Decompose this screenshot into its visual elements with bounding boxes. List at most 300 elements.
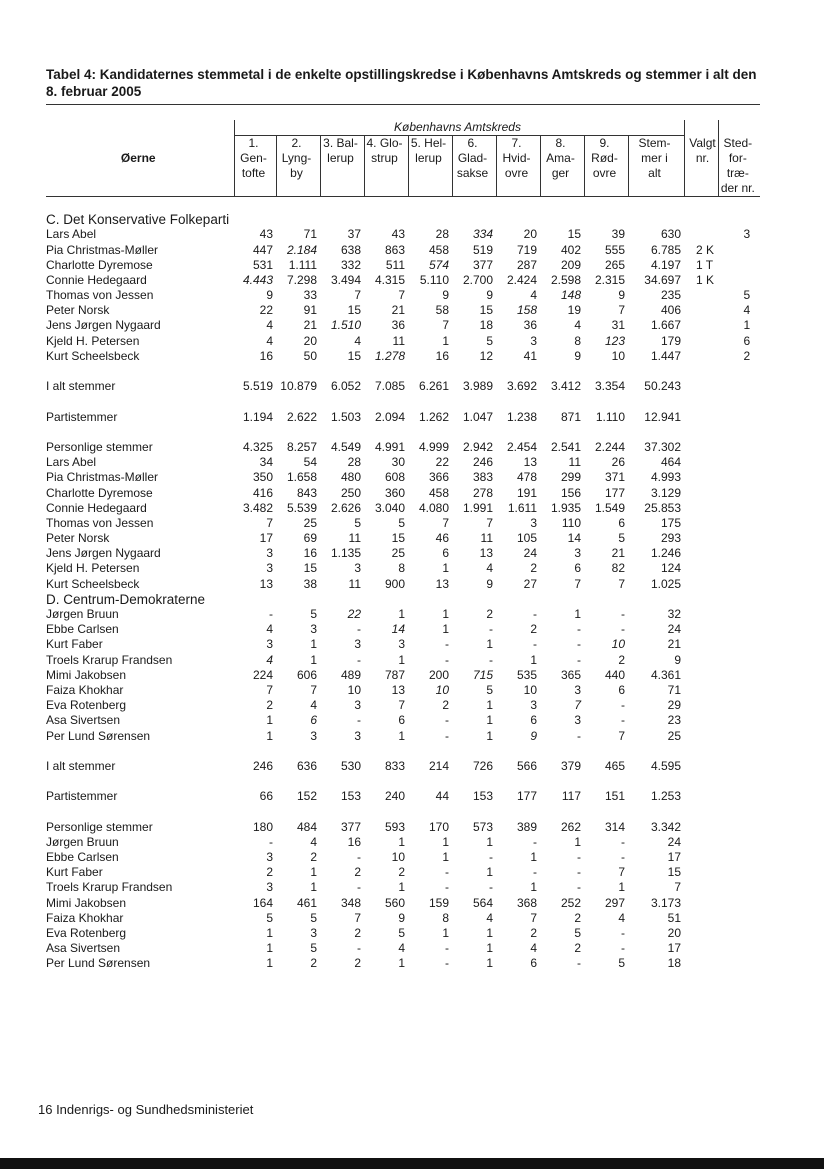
candidate-row-col-8: - [577, 728, 581, 743]
personal-candidate-row-col-6: 278 [472, 485, 493, 500]
personal-candidate-row-sted [718, 531, 760, 546]
personal-candidate-row-col-4: 4 [398, 941, 405, 956]
personal-candidate-row [46, 531, 760, 546]
personal-candidate-row-total: 17 [667, 850, 681, 865]
total-votes-row-sted [718, 759, 760, 774]
personal-votes-row-total: 3.342 [650, 819, 681, 834]
votes-table [46, 104, 760, 971]
party-votes-row-col-1: 66 [259, 789, 273, 804]
candidate-row-valgt: 1 K [696, 272, 715, 287]
candidate-row-sted: 1 [743, 318, 751, 333]
candidate-row-total: 25 [667, 728, 681, 743]
personal-candidate-row-sted [718, 485, 760, 500]
personal-candidate-row-col-6: 13 [479, 546, 493, 561]
candidate-row-col-2: 21 [303, 318, 317, 333]
personal-candidate-row-name: Kurt Scheelsbeck [46, 576, 140, 591]
candidate-row-col-6: - [489, 622, 493, 637]
personal-candidate-row-valgt [684, 941, 718, 956]
candidate-row-col-6: 5 [486, 333, 493, 348]
personal-candidate-row-col-8: 11 [568, 455, 581, 470]
party-votes-row-col-4: 240 [384, 789, 405, 804]
candidate-row-col-9: - [621, 607, 625, 622]
candidate-row-col-3: 3 [354, 728, 361, 743]
candidate-row-col-4: 6 [398, 713, 405, 728]
personal-votes-row [46, 440, 760, 455]
column-header-9 [584, 136, 628, 197]
party-votes-row-col-5: 44 [435, 789, 449, 804]
candidate-row-total: 29 [667, 698, 681, 713]
personal-votes-row-sted [718, 820, 760, 835]
candidate-row-col-3: 1.510 [330, 318, 361, 333]
personal-candidate-row-col-8: 299 [560, 470, 581, 485]
candidate-row-name: Jens Jørgen Nygaard [46, 318, 161, 333]
personal-candidate-row-total: 25.853 [644, 500, 681, 515]
personal-candidate-row [46, 850, 760, 865]
candidate-row-col-4: 787 [384, 667, 405, 682]
personal-candidate-row-sted [718, 850, 760, 865]
personal-candidate-row-col-9: 1 [618, 880, 625, 895]
sted-header [718, 136, 760, 197]
candidate-row-col-4: 11 [392, 333, 405, 348]
personal-candidate-row-col-1: 3.482 [242, 500, 273, 515]
personal-candidate-row-name: Jens Jørgen Nygaard [46, 546, 161, 561]
column-header-8 [540, 136, 584, 197]
personal-candidate-row-sted [718, 470, 760, 485]
candidate-row-name: Faiza Khokhar [46, 682, 124, 697]
candidate-row-sted [718, 637, 760, 652]
candidate-row-name: Peter Norsk [46, 303, 110, 318]
personal-votes-row-col-7: 2.454 [506, 439, 537, 454]
candidate-row-col-9: 2.315 [594, 272, 625, 287]
candidate-row-name: Connie Hedegaard [46, 272, 147, 287]
candidate-row-col-1: 447 [252, 242, 273, 257]
personal-candidate-row [46, 941, 760, 956]
candidate-row [46, 242, 760, 257]
candidate-row-col-1: 1 [266, 728, 273, 743]
candidate-row-valgt [684, 227, 718, 242]
candidate-row-col-1: 224 [252, 667, 273, 682]
personal-candidate-row-valgt [684, 561, 718, 576]
candidate-row-name: Lars Abel [46, 227, 97, 242]
column-header-3-label: 3. Bal- lerup [323, 136, 358, 166]
personal-candidate-row-col-1: 1 [266, 941, 273, 956]
candidate-row-col-2: 2.184 [286, 242, 317, 257]
candidate-row-sted: 6 [743, 333, 751, 348]
candidate-row-name: Mimi Jakobsen [46, 667, 127, 682]
candidate-row-valgt [684, 668, 718, 683]
party-title: D. Centrum-Demokraterne [46, 591, 206, 607]
personal-candidate-row-col-8: - [577, 956, 581, 971]
personal-candidate-row-total: 51 [667, 910, 681, 925]
total-votes-row-col-4: 833 [384, 758, 405, 773]
candidate-row-col-5: 5.110 [419, 272, 449, 287]
personal-candidate-row-col-7: 7 [530, 910, 537, 925]
candidate-row-sted: 5 [743, 288, 751, 303]
candidate-row-total: 32 [667, 607, 681, 622]
personal-candidate-row-col-7: 4 [530, 941, 537, 956]
personal-votes-row-col-2: 8.257 [286, 439, 317, 454]
candidate-row-col-9: - [621, 713, 625, 728]
candidate-row-name: Per Lund Sørensen [46, 728, 151, 743]
personal-candidate-row-col-5: 1 [442, 850, 449, 865]
party-votes-row [46, 789, 760, 804]
candidate-row-col-2: 606 [296, 667, 317, 682]
candidate-row-name: Kurt Scheelsbeck [46, 348, 140, 363]
candidate-row-col-4: 43 [391, 227, 405, 242]
personal-candidate-row-col-1: 3 [266, 561, 273, 576]
personal-candidate-row-col-9: 7 [618, 865, 625, 880]
candidate-row-col-8: 8 [574, 333, 581, 348]
personal-candidate-row-total: 1.025 [650, 576, 681, 591]
candidate-row-col-8: 9 [574, 348, 581, 363]
personal-candidate-row-col-7: 3 [530, 515, 537, 530]
candidate-row-col-7: 4 [530, 288, 537, 303]
party-votes-row-col-9: 1.110 [595, 409, 625, 424]
personal-candidate-row-col-8: 156 [560, 485, 581, 500]
total-votes-row-col-1: 5.519 [242, 379, 273, 394]
personal-candidate-row-col-4: 8 [398, 561, 405, 576]
candidate-row-col-1: 7 [266, 682, 273, 697]
column-header-4 [364, 136, 408, 197]
personal-candidate-row-col-4: 25 [391, 546, 405, 561]
candidate-row-col-2: 1.111 [288, 257, 317, 272]
party-section-header [46, 212, 760, 227]
party-votes-row-col-4: 2.094 [374, 409, 405, 424]
personal-candidate-row-total: 175 [660, 515, 681, 530]
candidate-row-name: Ebbe Carlsen [46, 622, 119, 637]
candidate-row-col-2: 91 [303, 303, 317, 318]
candidate-row-valgt [684, 334, 718, 349]
personal-votes-row-col-1: 4.325 [242, 439, 273, 454]
candidate-row-col-8: - [577, 637, 581, 652]
party-title: C. Det Konservative Folkeparti [46, 212, 230, 228]
candidate-row-col-3: 22 [347, 607, 361, 622]
candidate-row-total: 179 [660, 333, 681, 348]
personal-candidate-row-col-7: 6 [530, 956, 537, 971]
personal-candidate-row-total: 464 [660, 455, 681, 470]
candidate-row-col-3: 638 [340, 242, 361, 257]
personal-candidate-row-col-5: - [445, 880, 449, 895]
personal-candidate-row-col-6: 4 [486, 910, 493, 925]
candidate-row-col-6: 2.700 [462, 272, 493, 287]
candidate-row-col-6: 1 [486, 728, 493, 743]
party-votes-row-col-8: 871 [560, 409, 581, 424]
candidate-row-col-6: 519 [472, 242, 493, 257]
personal-candidate-row-col-2: 2 [310, 850, 317, 865]
personal-candidate-row [46, 501, 760, 516]
personal-candidate-row-col-3: 3 [354, 561, 361, 576]
party-votes-row-valgt [684, 789, 718, 804]
candidate-row-col-9: - [621, 622, 625, 637]
personal-candidate-row-col-2: 843 [296, 485, 317, 500]
personal-candidate-row-col-2: 461 [296, 895, 317, 910]
candidate-row-col-1: 4 [266, 652, 273, 667]
total-votes-row-total: 4.595 [650, 758, 681, 773]
total-votes-row-col-8: 379 [560, 758, 581, 773]
personal-candidate-row-total: 24 [667, 834, 681, 849]
personal-candidate-row-total: 3.173 [650, 895, 681, 910]
candidate-row-col-9: 2 [618, 652, 625, 667]
personal-candidate-row-col-1: 3 [266, 880, 273, 895]
candidate-row-col-4: 1 [398, 652, 405, 667]
personal-candidate-row-col-5: 7 [442, 515, 449, 530]
candidate-row [46, 334, 760, 349]
candidate-row-total: 4.197 [650, 257, 681, 272]
candidate-row [46, 683, 760, 698]
personal-candidate-row-sted [718, 926, 760, 941]
personal-candidate-row [46, 880, 760, 895]
personal-candidate-row-col-2: 25 [303, 515, 317, 530]
personal-candidate-row-col-9: - [621, 850, 625, 865]
candidate-row-col-5: 16 [435, 348, 449, 363]
personal-candidate-row-col-8: 1 [574, 834, 581, 849]
personal-candidate-row-name: Kurt Faber [46, 865, 103, 880]
candidate-row-col-8: 3 [574, 713, 581, 728]
personal-candidate-row-col-5: 1 [442, 561, 449, 576]
candidate-row-col-9: 123 [604, 333, 625, 348]
candidate-row-col-3: 3.494 [330, 272, 361, 287]
personal-candidate-row-total: 20 [667, 925, 681, 940]
candidate-row-sted: 4 [743, 303, 751, 318]
personal-candidate-row-col-1: 2 [266, 865, 273, 880]
personal-candidate-row-name: Connie Hedegaard [46, 500, 147, 515]
column-header-7-label: 7. Hvid- ovre [502, 136, 531, 181]
candidate-row-total: 21 [667, 637, 681, 652]
candidate-row-col-2: 3 [310, 622, 317, 637]
personal-candidate-row [46, 455, 760, 470]
personal-candidate-row [46, 546, 760, 561]
personal-candidate-row-total: 293 [660, 531, 681, 546]
candidate-row-total: 630 [660, 227, 681, 242]
total-votes-row-sted [718, 379, 760, 394]
candidate-row-col-8: 7 [574, 698, 581, 713]
candidate-row-col-4: 1 [398, 607, 405, 622]
candidate-row-valgt [684, 318, 718, 333]
personal-candidate-row-col-4: 15 [391, 531, 405, 546]
party-votes-row-sted [718, 410, 760, 425]
total-votes-row-col-8: 3.412 [550, 379, 581, 394]
candidate-row-name: Kurt Faber [46, 637, 103, 652]
personal-candidate-row-col-6: 1 [486, 925, 493, 940]
candidate-row-col-4: 3 [398, 637, 405, 652]
personal-candidate-row-sted [718, 546, 760, 561]
personal-candidate-row-sted [718, 865, 760, 880]
personal-votes-row-name: Personlige stemmer [46, 439, 153, 454]
personal-candidate-row-col-7: 13 [523, 455, 537, 470]
personal-candidate-row [46, 561, 760, 576]
candidate-row [46, 303, 760, 318]
candidate-row-valgt [684, 288, 718, 303]
candidate-row-col-4: 14 [391, 622, 405, 637]
personal-candidate-row-col-7: - [533, 834, 537, 849]
candidate-row-col-7: 20 [523, 227, 537, 242]
candidate-row-col-5: 28 [435, 227, 449, 242]
table-title: Tabel 4: Kandidaternes stemmetal i de enkelte opstillingskredse i Københavns Amtskreds og stemmer i alt den 8. februar 2005 [46, 67, 757, 99]
total-votes-row-col-6: 726 [472, 758, 493, 773]
candidate-row [46, 637, 760, 652]
personal-votes-row-valgt [684, 440, 718, 455]
candidate-row-total: 1.667 [650, 318, 681, 333]
candidate-row-col-2: 20 [303, 333, 317, 348]
personal-candidate-row-name: Troels Krarup Frandsen [46, 880, 173, 895]
personal-candidate-row-total: 17 [667, 941, 681, 956]
personal-candidate-row-col-3: 5 [354, 515, 361, 530]
row-label-header: Øerne [120, 150, 156, 165]
personal-candidate-row-sted [718, 880, 760, 895]
candidate-row-valgt [684, 607, 718, 622]
personal-candidate-row-col-8: 1.935 [550, 500, 581, 515]
personal-candidate-row-col-8: - [577, 880, 581, 895]
valgt-header-label: Valgt nr. [689, 135, 716, 165]
personal-votes-row-col-6: 2.942 [462, 439, 493, 454]
personal-candidate-row-col-8: 252 [560, 895, 581, 910]
candidate-row-col-4: 21 [391, 303, 405, 318]
personal-candidate-row-col-2: 5 [310, 941, 317, 956]
candidate-row-col-4: 13 [391, 682, 405, 697]
candidate-row-total: 6.785 [650, 242, 681, 257]
candidate-row-sted [718, 258, 760, 273]
page-footer: 16 Indenrigs- og Sundhedsministeriet [38, 1102, 254, 1117]
personal-candidate-row-col-1: - [269, 834, 273, 849]
personal-candidate-row-total: 1.246 [650, 546, 681, 561]
column-header-6-label: 6. Glad- sakse [456, 136, 489, 181]
candidate-row-col-2: 5 [310, 607, 317, 622]
candidate-row-valgt [684, 349, 718, 364]
candidate-row-sted [718, 607, 760, 622]
party-votes-row-total: 1.253 [650, 789, 681, 804]
candidate-row-col-5: 10 [435, 682, 449, 697]
personal-candidate-row-col-4: 608 [384, 470, 405, 485]
personal-candidate-row-col-9: 1.549 [594, 500, 625, 515]
personal-candidate-row-col-9: 5 [618, 531, 625, 546]
column-header-2-label: 2. Lyng- by [281, 136, 312, 181]
personal-candidate-row-valgt [684, 911, 718, 926]
party-section-header [46, 592, 760, 607]
personal-candidate-row-col-1: 164 [252, 895, 273, 910]
candidate-row-col-4: 863 [384, 242, 405, 257]
party-votes-row-col-8: 117 [561, 789, 581, 804]
personal-candidate-row-col-1: 350 [252, 470, 273, 485]
personal-candidate-row-sted [718, 516, 760, 531]
personal-candidate-row-col-4: 1 [398, 956, 405, 971]
personal-candidate-row-col-6: 246 [472, 455, 493, 470]
candidate-row-col-5: - [445, 728, 449, 743]
candidate-row-col-4: 511 [385, 257, 405, 272]
personal-votes-row-col-8: 262 [560, 819, 581, 834]
total-votes-row-total: 50.243 [644, 379, 681, 394]
personal-candidate-row [46, 896, 760, 911]
candidate-row-col-2: 33 [303, 288, 317, 303]
personal-candidate-row-col-8: 5 [574, 925, 581, 940]
candidate-row [46, 273, 760, 288]
personal-candidate-row-col-4: 360 [384, 485, 405, 500]
candidate-row-col-9: 10 [611, 637, 625, 652]
candidate-row-col-8: 209 [560, 257, 581, 272]
personal-votes-row-total: 37.302 [644, 439, 681, 454]
candidate-row-col-9: 31 [611, 318, 625, 333]
candidate-row-col-7: 3 [530, 333, 537, 348]
total-votes-row-col-1: 246 [252, 758, 273, 773]
personal-candidate-row-col-7: 2 [530, 925, 537, 940]
personal-candidate-row-col-6: 1 [486, 834, 493, 849]
candidate-row-col-8: 402 [560, 242, 581, 257]
candidate-row-col-2: 7.298 [286, 272, 317, 287]
personal-candidate-row-col-1: 17 [259, 531, 273, 546]
candidate-row-col-8: - [577, 622, 581, 637]
personal-candidate-row-col-5: 13 [435, 576, 449, 591]
personal-candidate-row-total: 124 [660, 561, 681, 576]
candidate-row-col-6: 1 [486, 637, 493, 652]
candidate-row-name: Asa Sivertsen [46, 713, 121, 728]
personal-candidate-row-col-3: 7 [354, 910, 361, 925]
candidate-row-total: 235 [660, 288, 681, 303]
column-header-1-label: 1. Gen- tofte [240, 136, 267, 181]
personal-candidate-row-col-8: 110 [561, 515, 581, 530]
candidate-row-col-8: 3 [574, 682, 581, 697]
total-votes-row-col-4: 7.085 [374, 379, 405, 394]
personal-candidate-row-col-7: 478 [516, 470, 537, 485]
personal-candidate-row-valgt [684, 516, 718, 531]
personal-candidate-row-col-8: 3 [574, 546, 581, 561]
candidate-row-col-8: 148 [560, 288, 581, 303]
personal-candidate-row-col-6: 9 [486, 576, 493, 591]
personal-candidate-row-total: 4.993 [650, 470, 681, 485]
candidate-row-col-3: 37 [347, 227, 361, 242]
candidate-row-col-8: 2.598 [550, 272, 581, 287]
personal-candidate-row-col-3: - [357, 850, 361, 865]
candidate-row [46, 728, 760, 743]
candidate-row-sted [718, 668, 760, 683]
candidate-row-col-5: 458 [428, 242, 449, 257]
candidate-row-col-6: 2 [486, 607, 493, 622]
personal-candidate-row-col-5: 4.080 [418, 500, 449, 515]
group-header: Københavns Amtskreds [234, 120, 684, 136]
personal-candidate-row-col-8: 14 [567, 531, 581, 546]
column-header-7 [496, 136, 540, 197]
personal-candidate-row-col-6: 564 [472, 895, 493, 910]
personal-candidate-row-sted [718, 561, 760, 576]
personal-votes-row [46, 820, 760, 835]
personal-candidate-row-sted [718, 577, 760, 592]
personal-candidate-row-name: Lars Abel [46, 455, 97, 470]
personal-candidate-row-name: Peter Norsk [46, 531, 110, 546]
party-votes-row-col-7: 177 [516, 789, 537, 804]
candidate-row-valgt: 1 T [696, 257, 714, 272]
personal-candidate-row-col-1: 7 [266, 515, 273, 530]
candidate-row [46, 227, 760, 242]
candidate-row-col-1: 16 [259, 348, 273, 363]
candidate-row-col-9: 10 [611, 348, 625, 363]
personal-candidate-row-col-4: 1 [398, 834, 405, 849]
personal-candidate-row-valgt [684, 926, 718, 941]
personal-candidate-row-col-9: 6 [618, 515, 625, 530]
candidate-row-col-2: 7 [310, 682, 317, 697]
personal-candidate-row-col-1: 416 [252, 485, 273, 500]
candidate-row-valgt [684, 653, 718, 668]
candidate-row [46, 713, 760, 728]
personal-candidate-row-name: Thomas von Jessen [46, 515, 154, 530]
candidate-row-sted [718, 728, 760, 743]
candidate-row-col-7: 2.424 [506, 272, 537, 287]
personal-candidate-row-col-3: 2 [354, 925, 361, 940]
candidate-row-sted [718, 653, 760, 668]
candidate-row-col-5: 1 [442, 607, 449, 622]
personal-candidate-row-col-1: 5 [266, 910, 273, 925]
personal-candidate-row [46, 485, 760, 500]
column-header-5 [408, 136, 452, 197]
column-header-10 [628, 136, 684, 197]
personal-candidate-row-col-9: 7 [618, 576, 625, 591]
